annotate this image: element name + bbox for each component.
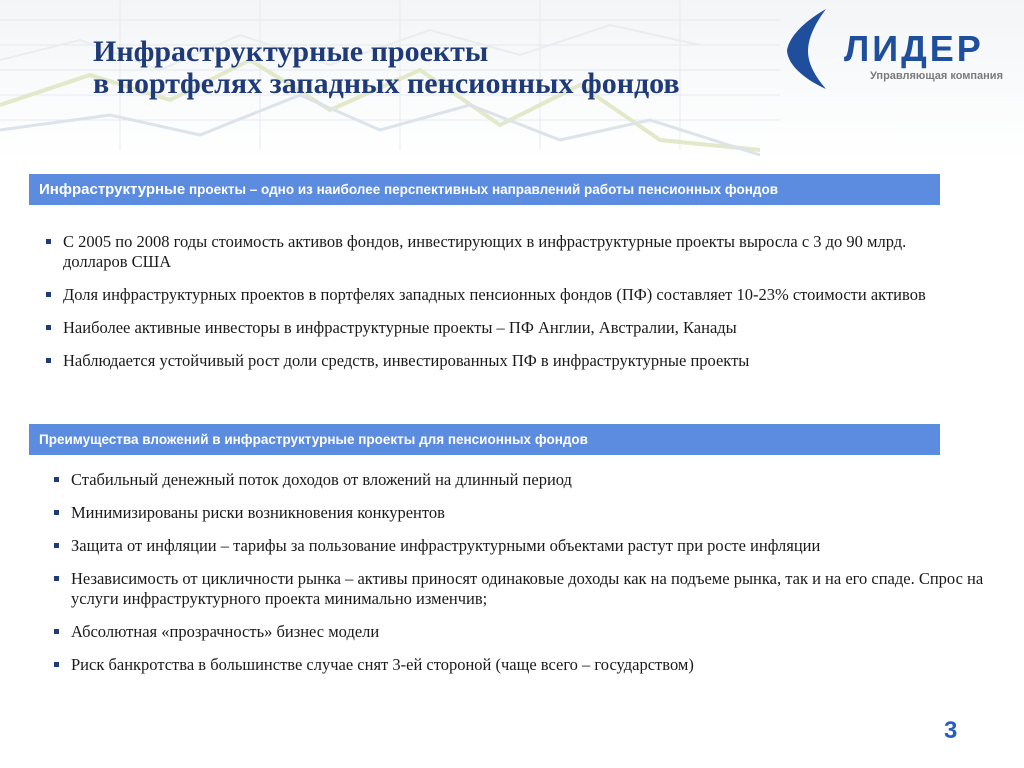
logo-subtitle: Управляющая компания (870, 70, 1003, 82)
list-item: Риск банкротства в большинстве случае снят 3-ей стороной (чаще всего – государством) (53, 655, 993, 675)
list-item: Защита от инфляции – тарифы за пользование инфраструктурными объектами растут при росте инфляции (53, 536, 993, 556)
logo-mark-icon (784, 7, 834, 91)
list-item: Наиболее активные инвесторы в инфраструктурные проекты – ПФ Англии, Австралии, Канады (45, 318, 965, 338)
section2-header: Преимущества вложений в инфраструктурные проекты для пенсионных фондов (29, 424, 940, 455)
list-item: Доля инфраструктурных проектов в портфелях западных пенсионных фондов (ПФ) составляет 10-23% стоимости активов (45, 285, 965, 305)
section2-bullet-list (53, 470, 993, 688)
section1-header-rest: проекты – одно из наиболее перспективных направлений работы пенсионных фондов (185, 182, 779, 197)
list-item: Минимизированы риски возникновения конкурентов (53, 503, 993, 523)
company-logo (784, 5, 1016, 95)
list-item: Наблюдается устойчивый рост доли средств, инвестированных ПФ в инфраструктурные проекты (45, 351, 965, 371)
section1-header (29, 174, 940, 205)
slide-title (93, 36, 680, 100)
section1-bullet-list (45, 232, 965, 384)
section1-header-lead: Инфраструктурные (39, 181, 186, 198)
slide-title-line-1: Инфраструктурные проекты (93, 35, 489, 68)
list-item: Абсолютная «прозрачность» бизнес модели (53, 622, 993, 642)
list-item: Независимость от цикличности рынка – активы приносят одинаковые доходы как на подъеме рынка, так и на его спаде. Спрос на услуги инфраструктурного проекта минимально изменчив; (53, 569, 993, 609)
page-number: 3 (944, 717, 958, 744)
list-item: Стабильный денежный поток доходов от вложений на длинный период (53, 470, 993, 490)
slide-title-line-2: в портфелях западных пенсионных фондов (93, 67, 680, 100)
list-item: С 2005 по 2008 годы стоимость активов фондов, инвестирующих в инфраструктурные проекты выросла с 3 до 90 млрд. долларов США (45, 232, 965, 272)
logo-name: ЛИДЕР (844, 28, 984, 69)
